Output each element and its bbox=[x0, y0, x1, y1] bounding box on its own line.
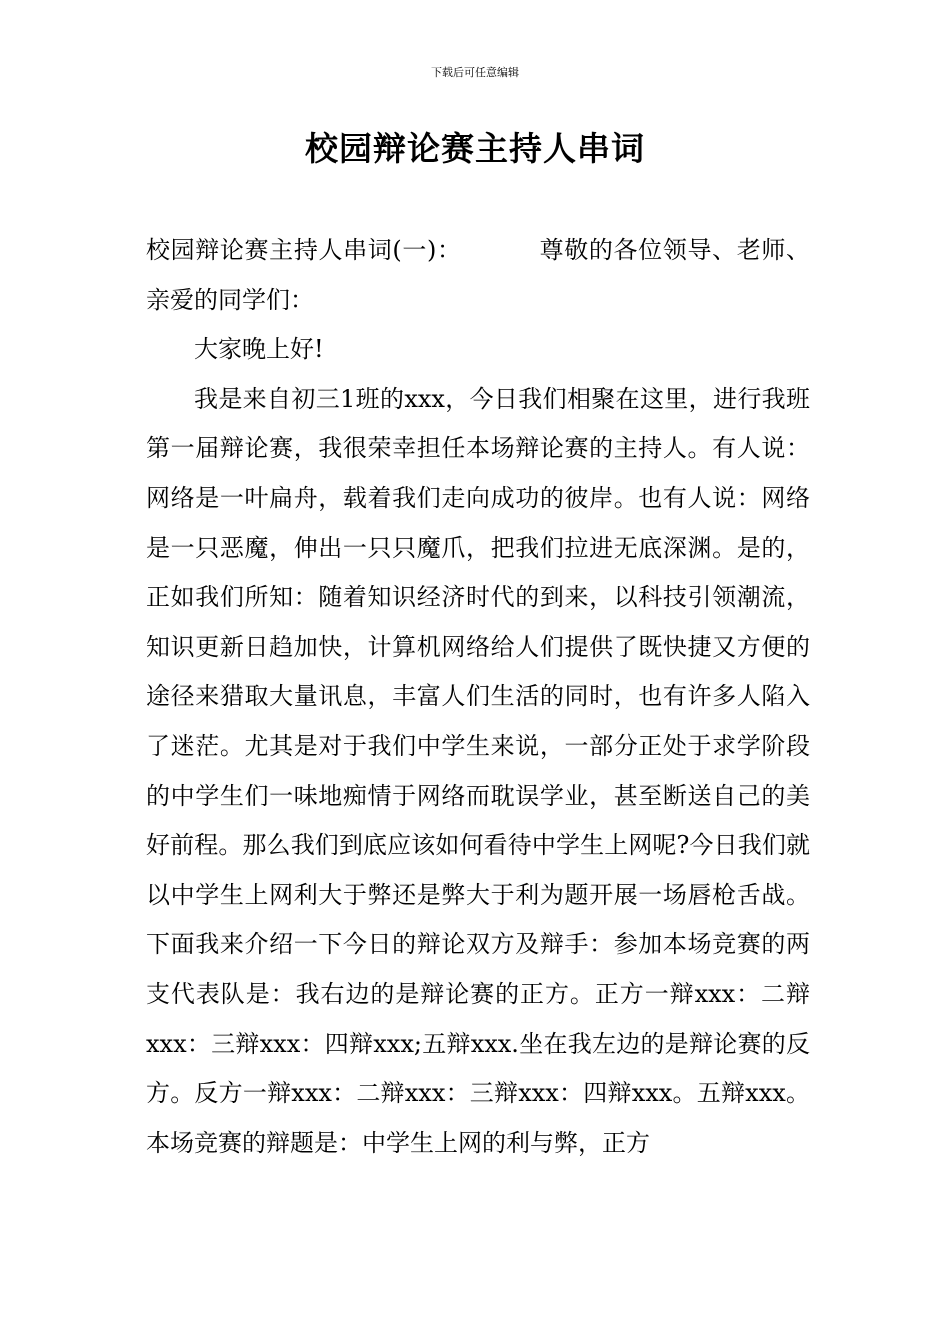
document-title: 校园辩论赛主持人串词 bbox=[305, 129, 645, 168]
lead-paragraph bbox=[146, 226, 810, 325]
salutation: 尊敬的各位领导、老师、亲爱的同学们： bbox=[146, 236, 811, 314]
body-paragraph: 我是来自初三1班的xxx，今日我们相聚在这里，进行我班第一届辩论赛，我很荣幸担任本场辩论赛的主持人。有人说：网络是一叶扁舟，载着我们走向成功的彼岸。也有人说：网络是一只恶魔，伸出一只只魔爪，把我们拉进无底深渊。是的，正如我们所知：随着知识经济时代的到来，以科技引领潮流，知识更新日趋加快，计算机网络给人们提供了既快捷又方便的途径来猎取大量讯息，丰富人们生活的同时，也有许多人陷入了迷茫。尤其是对于我们中学生来说，一部分正处于求学阶段的中学生们一味地痴情于网络而耽误学业，甚至断送自己的美好前程。那么我们到底应该如何看待中学生上网呢?今日我们就以中学生上网利大于弊还是弊大于利为题开展一场唇枪舌战。下面我来介绍一下今日的辩论双方及辩手：参加本场竞赛的两支代表队是：我右边的是辩论赛的正方。正方一辩xxx：二辩xxx：三辩xxx：四辩xxx;五辩xxx.坐在我左边的是辩论赛的反方。反方一辩xxx：二辩xxx：三辩xxx：四辩xxx。五辩xxx。 本场竞赛的辩题是：中学生上网的利与弊，正方 bbox=[146, 384, 810, 1157]
document-body bbox=[146, 226, 810, 1168]
greeting-paragraph: 大家晚上好! bbox=[194, 335, 324, 364]
header-note: 下载后可任意编辑 bbox=[431, 66, 519, 79]
lead-label: 校园辩论赛主持人串词(一)： bbox=[146, 236, 462, 264]
